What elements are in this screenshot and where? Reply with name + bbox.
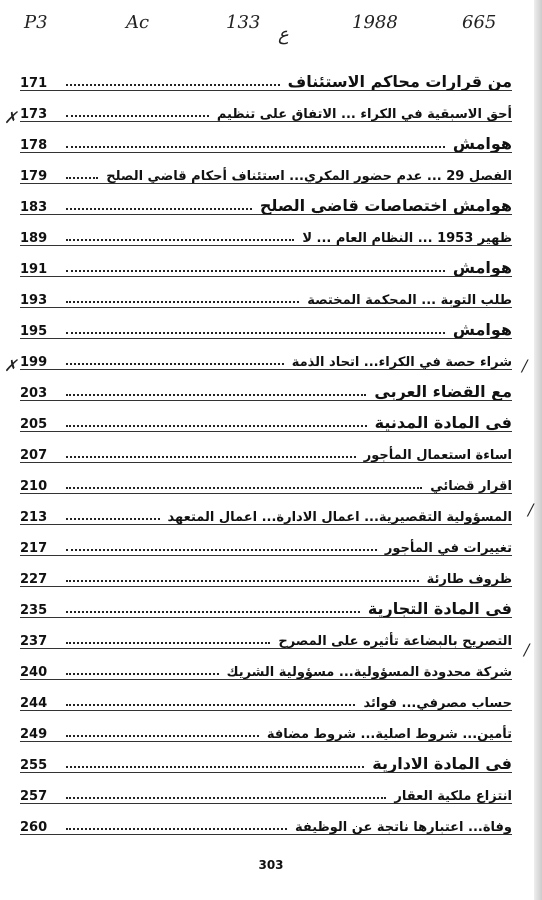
dot-leader [66, 766, 364, 768]
page-edge [534, 0, 542, 900]
toc-title: هوامش [452, 134, 512, 153]
toc-page-number: 178 [20, 138, 48, 153]
toc-title: شراء حصة في الكراء... اتحاد الذمة [291, 355, 512, 370]
toc-page-number: 260 [20, 820, 48, 835]
toc-page-number: 189 [20, 231, 48, 246]
dot-leader [66, 270, 445, 272]
toc-row [20, 432, 512, 463]
toc-title: طلب التوبة ... المحكمة المختصة [307, 293, 512, 308]
toc-page-number: 191 [20, 262, 48, 277]
handwritten-note: 133 [226, 12, 261, 33]
toc-page-number: 240 [20, 665, 48, 680]
toc-title: شركة محدودة المسؤولية... مسؤولية الشريك [226, 665, 512, 680]
dot-leader [66, 84, 280, 86]
margin-mark: / [524, 640, 530, 659]
toc-row [20, 649, 512, 680]
toc-page-number: 217 [20, 541, 48, 556]
toc-row [20, 246, 512, 277]
dot-leader [66, 456, 356, 458]
toc-page-number: 244 [20, 696, 48, 711]
toc-page-number: 205 [20, 417, 48, 432]
toc-row [20, 618, 512, 649]
page-number: 303 [258, 858, 284, 872]
toc-title: مع القضاء العربي [374, 382, 512, 401]
dot-leader [66, 611, 360, 613]
dot-leader [66, 301, 299, 303]
handwritten-note: Ac [126, 12, 150, 33]
toc-page-number: 179 [20, 169, 48, 184]
handwritten-note: 1988 [352, 12, 398, 33]
toc-row [20, 60, 512, 91]
handwritten-note: P3 [24, 12, 48, 33]
toc-title: تأمين... شروط اصلية... شروط مضافة [266, 727, 512, 742]
toc-page-number: 203 [20, 386, 48, 401]
dot-leader [66, 518, 160, 520]
toc-row [20, 711, 512, 742]
toc-page-number: 207 [20, 448, 48, 463]
dot-leader [66, 177, 98, 179]
dot-leader [66, 239, 294, 241]
toc-title: وفاة... اعتبارها ناتجة عن الوظيفة [294, 820, 512, 835]
toc-page-number: 183 [20, 200, 48, 215]
dot-leader [66, 673, 219, 675]
toc-row [20, 277, 512, 308]
toc-title: هوامش [452, 320, 512, 339]
toc-title: في المادة التجارية [367, 599, 512, 618]
handwritten-note: 665 [462, 12, 497, 33]
toc-row [20, 587, 512, 618]
toc-title: هوامش اختصاصات قاضي الصلح [259, 196, 512, 215]
margin-mark: ✗ [4, 108, 18, 127]
dot-leader [66, 828, 287, 830]
toc-title: أحق الاسبقية في الكراء ... الاتفاق على تنظيم [216, 107, 512, 122]
toc-row [20, 184, 512, 215]
toc-title: انتزاع ملكية العقار [394, 789, 512, 804]
toc-title: في المادة الادارية [372, 754, 512, 773]
toc-page-number: 210 [20, 479, 48, 494]
toc-title: اساءة استعمال المأجور [363, 448, 512, 463]
toc-title: التصريح بالبضاعة تأثيره على المصرح [278, 634, 512, 649]
dot-leader [66, 332, 445, 334]
toc-row [20, 742, 512, 773]
toc-page-number: 199 [20, 355, 48, 370]
toc-title: ظهير 1953 ... النظام العام ... لا [302, 231, 512, 246]
dot-leader [66, 115, 209, 117]
toc-title: هوامش [452, 258, 512, 277]
toc-title: تغييرات في المأجور [384, 541, 512, 556]
toc-row [20, 556, 512, 587]
toc-page-number: 173 [20, 107, 48, 122]
dot-leader [66, 704, 355, 706]
dot-leader [66, 797, 386, 799]
dot-leader [66, 549, 377, 551]
toc-row [20, 804, 512, 835]
dot-leader [66, 735, 259, 737]
toc-row [20, 308, 512, 339]
toc-row [20, 401, 512, 432]
toc-page-number: 237 [20, 634, 48, 649]
margin-mark: / [522, 356, 528, 375]
margin-mark: / [528, 500, 534, 519]
dot-leader [66, 208, 252, 210]
dot-leader [66, 642, 270, 644]
toc-title: ظروف طارئة [426, 572, 512, 587]
toc-row [20, 494, 512, 525]
toc-title: من قرارات محاكم الاستئناف [287, 72, 512, 91]
toc-page-number: 235 [20, 603, 48, 618]
toc-title: الفصل 29 ... عدم حضور المكري... استئناف أحكام قاضي الصلح [106, 169, 512, 184]
toc-page-number: 257 [20, 789, 48, 804]
dot-leader [66, 394, 366, 396]
toc-row [20, 525, 512, 556]
table-of-contents [20, 60, 512, 835]
toc-page-number: 249 [20, 727, 48, 742]
toc-row [20, 153, 512, 184]
toc-title: اقرار قضائي [430, 479, 512, 494]
toc-row [20, 122, 512, 153]
toc-row [20, 370, 512, 401]
toc-row [20, 339, 512, 370]
dot-leader [66, 146, 445, 148]
dot-leader [66, 425, 367, 427]
row-divider [20, 834, 512, 835]
toc-page-number: 195 [20, 324, 48, 339]
toc-row [20, 680, 512, 711]
toc-row [20, 91, 512, 122]
toc-row [20, 215, 512, 246]
margin-mark: ✗ [4, 356, 18, 375]
toc-title: المسؤولية التقصيرية... اعمال الادارة... اعمال المتعهد [167, 510, 512, 525]
dot-leader [66, 487, 422, 489]
toc-page-number: 171 [20, 76, 48, 91]
toc-page-number: 213 [20, 510, 48, 525]
toc-page-number: 193 [20, 293, 48, 308]
handwritten-note: ع [278, 24, 289, 45]
toc-title: حساب مصرفي... فوائد [363, 696, 512, 711]
dot-leader [66, 580, 419, 582]
toc-title: في المادة المدنية [374, 413, 512, 432]
toc-row [20, 463, 512, 494]
toc-page-number: 255 [20, 758, 48, 773]
toc-page-number: 227 [20, 572, 48, 587]
dot-leader [66, 363, 284, 365]
toc-row [20, 773, 512, 804]
